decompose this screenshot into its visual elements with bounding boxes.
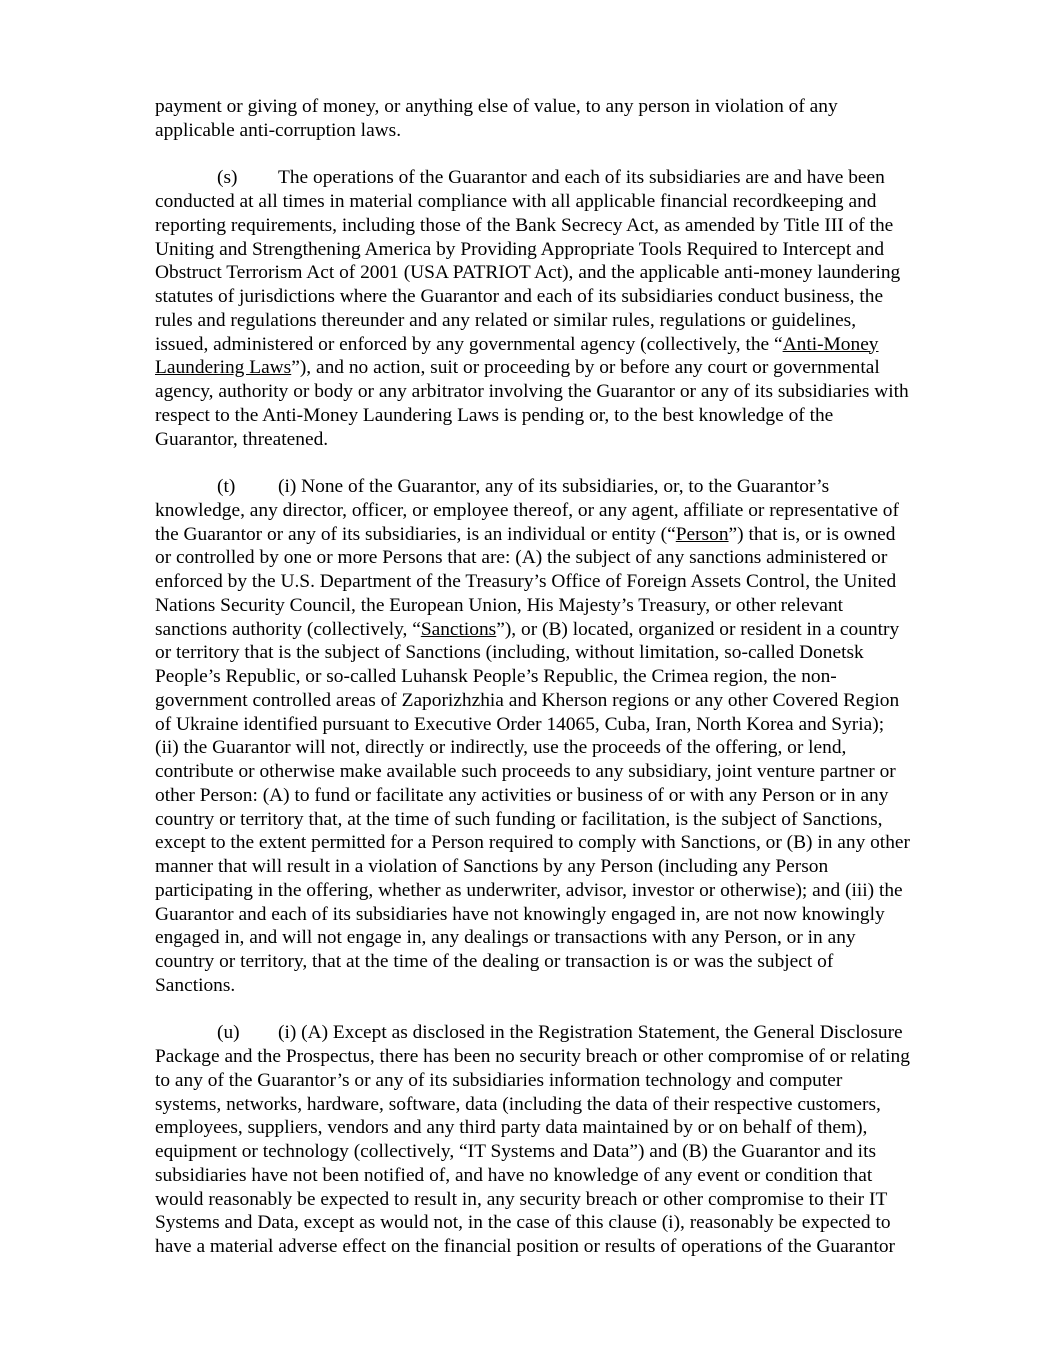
text-run: (i) (A) Except as disclosed in the Registration Statement, the General Disclosure <box>278 1022 903 1044</box>
text-line: engaged in, and will not engage in, any dealings or transactions with any Person, or in any <box>155 927 856 949</box>
text-line: Package and the Prospectus, there has been no security breach or other compromise of or relating <box>155 1046 910 1067</box>
text-run: the Guarantor or any of its subsidiaries, is an individual or entity (“ <box>155 523 676 545</box>
text-line: statutes of jurisdictions where the Guarantor and each of its subsidiaries conduct business, the <box>155 286 884 307</box>
text-line: People’s Republic, or so-called Luhansk People’s Republic, the Crimea region, the non- <box>155 666 837 687</box>
text-line: Guarantor, threatened. <box>155 428 329 450</box>
text-line: applicable anti-corruption laws. <box>155 119 402 141</box>
text-line: subsidiaries have not been notified of, and have no knowledge of any event or condition that <box>155 1164 873 1186</box>
paragraph-r-continuation <box>155 95 965 143</box>
text-line <box>155 523 965 547</box>
defined-term-anti-money-laundering-laws-cont: Laundering Laws <box>155 357 292 379</box>
text-line: employees, suppliers, vendors and any third party data maintained by or on behalf of them), <box>155 1117 868 1139</box>
text-line: Guarantor and each of its subsidiaries have not knowingly engaged in, are not now knowingly <box>155 903 885 925</box>
text-run: The operations of the Guarantor and each of its subsidiaries are and have been <box>278 167 885 189</box>
text-line: or controlled by one or more Persons that are: (A) the subject of any sanctions administered or <box>155 547 888 569</box>
text-line: except to the extent permitted for a Person required to comply with Sanctions, or (B) in any other <box>155 832 910 854</box>
text-run: issued, administered or enforced by any governmental agency (collectively, the “ <box>155 333 783 355</box>
text-line: respect to the Anti-Money Laundering Laws is pending or, to the best knowledge of the <box>155 404 834 426</box>
text-line <box>155 618 965 642</box>
text-line <box>155 333 965 357</box>
text-line: country or territory, that at the time of the dealing or transaction is or was the subject of <box>155 951 834 972</box>
text-line <box>155 356 965 380</box>
text-line: systems, networks, hardware, software, data (including the data of their respective customers, <box>155 1093 881 1115</box>
text-line: Obstruct Terrorism Act of 2001 (USA PATRIOT Act), and the applicable anti-money laundering <box>155 262 901 284</box>
text-line: equipment or technology (collectively, “IT Systems and Data”) and (B) the Guarantor and its <box>155 1141 877 1162</box>
text-run: ”), or (B) located, organized or resident in a country <box>496 618 900 640</box>
text-run: ”) that is, or is owned <box>728 523 896 545</box>
paragraph-u <box>155 1021 965 1259</box>
document-page <box>155 95 965 1283</box>
text-line: payment or giving of money, or anything else of value, to any person in violation of any <box>155 96 838 117</box>
text-line: contribute or otherwise make available such proceeds to any subsidiary, joint venture partner or <box>155 761 896 782</box>
text-line <box>155 475 965 499</box>
text-line: Uniting and Strengthening America by Providing Appropriate Tools Required to Intercept and <box>155 238 885 260</box>
text-line: other Person: (A) to fund or facilitate any activities or business of or with any Person or in any <box>155 784 889 806</box>
text-line: to any of the Guarantor’s or any of its subsidiaries information technology and computer <box>155 1069 843 1091</box>
text-line: reporting requirements, including those of the Bank Secrecy Act, as amended by Title III of the <box>155 214 894 236</box>
text-run: ”), and no action, suit or proceeding by or before any court or governmental <box>291 357 880 379</box>
text-line <box>155 166 965 190</box>
section-label-s: (s) <box>217 167 238 189</box>
text-line: agency, authority or body or any arbitrator involving the Guarantor or any of its subsidiaries with <box>155 381 909 402</box>
text-line: Nations Security Council, the European Union, His Majesty’s Treasury, or other relevant <box>155 594 844 616</box>
text-line: (ii) the Guarantor will not, directly or indirectly, use the proceeds of the offering, or lend, <box>155 737 847 759</box>
text-line: knowledge, any director, officer, or employee thereof, or any agent, affiliate or representative of <box>155 499 899 521</box>
text-run: (i) None of the Guarantor, any of its subsidiaries, or, to the Guarantor’s <box>278 476 830 497</box>
text-line: conducted at all times in material compliance with all applicable financial recordkeeping and <box>155 191 877 212</box>
text-line: government controlled areas of Zaporizhzhia and Kherson regions or any other Covered Region <box>155 689 900 711</box>
text-run: sanctions authority (collectively, “ <box>155 618 421 640</box>
text-line: would reasonably be expected to result in, any security breach or other compromise to their IT <box>155 1188 888 1210</box>
defined-term-sanctions: Sanctions <box>420 618 497 640</box>
text-line: of Ukraine identified pursuant to Executive Order 14065, Cuba, Iran, North Korea and Syria); <box>155 713 885 735</box>
text-line: manner that will result in a violation of Sanctions by any Person (including any Person <box>155 856 829 877</box>
defined-term-anti-money-laundering-laws: Anti-Money <box>782 333 879 355</box>
section-label-t: (t) <box>217 476 236 497</box>
paragraph-t <box>155 475 965 998</box>
text-line: country or territory that, at the time of such funding or facilitation, is the subject of Sanctions, <box>155 808 883 830</box>
text-line: Systems and Data, except as would not, in the case of this clause (i), reasonably be expected to <box>155 1212 891 1234</box>
defined-term-person: Person <box>675 523 729 545</box>
text-line: enforced by the U.S. Department of the Treasury’s Office of Foreign Assets Control, the United <box>155 571 897 592</box>
text-line: rules and regulations thereunder and any related or similar rules, regulations or guidelines, <box>155 309 857 331</box>
text-line: Sanctions. <box>155 974 236 996</box>
text-line: have a material adverse effect on the financial position or results of operations of the Guarantor <box>155 1236 895 1257</box>
section-label-u: (u) <box>217 1022 240 1044</box>
text-line <box>155 1021 965 1045</box>
paragraph-s <box>155 166 965 451</box>
text-line: or territory that is the subject of Sanctions (including, without limitation, so-called Donetsk <box>155 642 864 664</box>
text-line: participating in the offering, whether as underwriter, advisor, investor or otherwise); and (iii) the <box>155 879 903 901</box>
